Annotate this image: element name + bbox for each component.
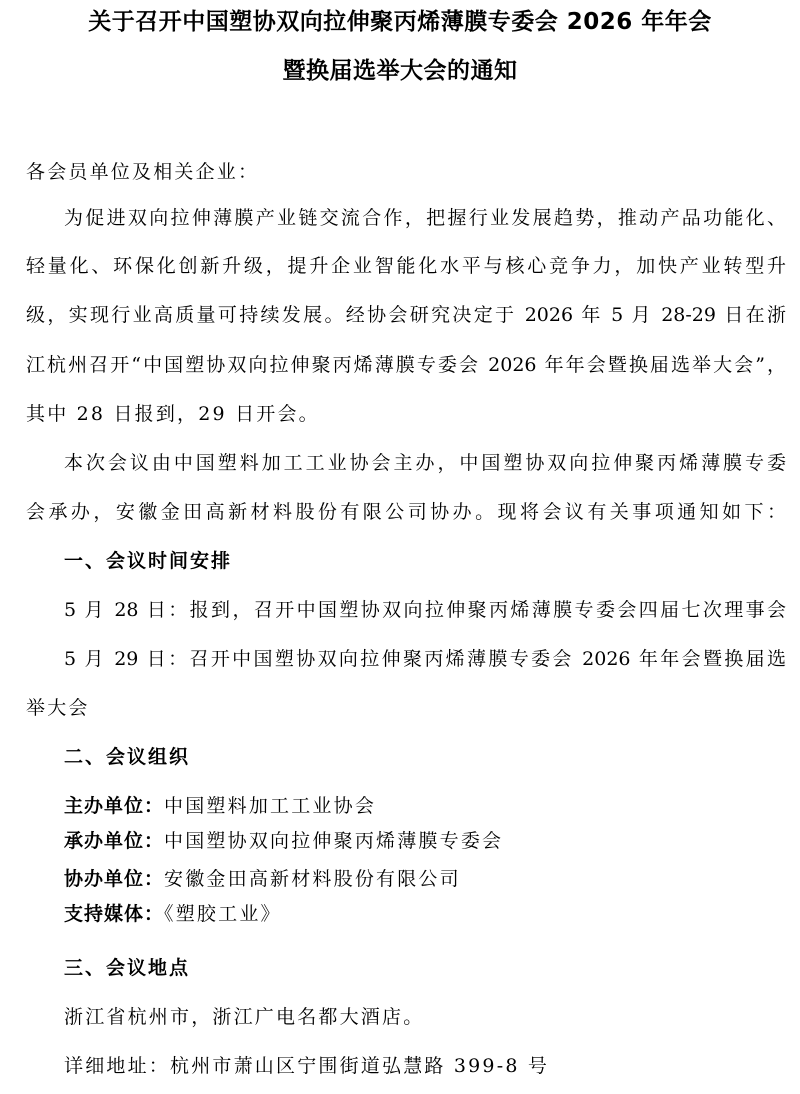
paragraph-1-line-3: 级，实现行业高质量可持续发展。经协会研究决定于 2026 年 5 月 28-29 日在浙 [26, 304, 786, 326]
section-1-heading: 一、会议时间安排 [64, 550, 233, 572]
paragraph-1-line-4: 江杭州召开“中国塑协双向拉伸聚丙烯薄膜专委会 2026 年年会暨换届选举大会”， [26, 354, 786, 376]
organizer-undertaker-row [64, 828, 503, 854]
venue-address-line: 详细地址：杭州市萧山区宁围街道弘慧路 399-8 号 [64, 1055, 550, 1077]
organizer-media-value: 《塑胶工业》 [164, 903, 282, 925]
section-3-heading: 三、会议地点 [64, 957, 191, 979]
paragraph-2-line-1: 本次会议由中国塑料加工工业协会主办，中国塑协双向拉伸聚丙烯薄膜专委 [64, 452, 786, 474]
organizer-host-row [64, 793, 376, 819]
section-2-heading: 二、会议组织 [64, 746, 191, 768]
schedule-line-1: 5 月 28 日：报到，召开中国塑协双向拉伸聚丙烯薄膜专委会四届七次理事会 [64, 599, 786, 621]
organizer-co-value: 安徽金田高新材料股份有限公司 [164, 868, 461, 890]
paragraph-2-line-2: 会承办，安徽金田高新材料股份有限公司协办。现将会议有关事项通知如下： [26, 501, 786, 523]
organizer-co-label: 协办单位： [64, 868, 165, 890]
paragraph-1-line-1: 为促进双向拉伸薄膜产业链交流合作，把握行业发展趋势，推动产品功能化、 [64, 207, 786, 229]
paragraph-1-line-2: 轻量化、环保化创新升级，提升企业智能化水平与核心竞争力，加快产业转型升 [26, 255, 786, 277]
organizer-undertaker-value: 中国塑协双向拉伸聚丙烯薄膜专委会 [164, 830, 504, 852]
organizer-media-label: 支持媒体： [64, 903, 165, 925]
organizer-undertaker-label: 承办单位： [64, 830, 165, 852]
document-title-line-2: 暨换届选举大会的通知 [282, 58, 518, 84]
venue-line: 浙江省杭州市，浙江广电名都大酒店。 [64, 1006, 425, 1028]
organizer-co-row [64, 866, 461, 892]
schedule-line-3: 举大会 [26, 697, 90, 719]
salutation: 各会员单位及相关企业： [26, 161, 260, 183]
paragraph-1-line-5: 其中 28 日报到，29 日开会。 [26, 403, 320, 425]
organizer-media-row [64, 901, 282, 927]
organizer-host-label: 主办单位： [64, 795, 165, 817]
schedule-line-2: 5 月 29 日：召开中国塑协双向拉伸聚丙烯薄膜专委会 2026 年年会暨换届选 [64, 648, 786, 670]
organizer-host-value: 中国塑料加工工业协会 [164, 795, 377, 817]
document-title-line-1: 关于召开中国塑协双向拉伸聚丙烯薄膜专委会 2026 年年会 [88, 9, 712, 35]
